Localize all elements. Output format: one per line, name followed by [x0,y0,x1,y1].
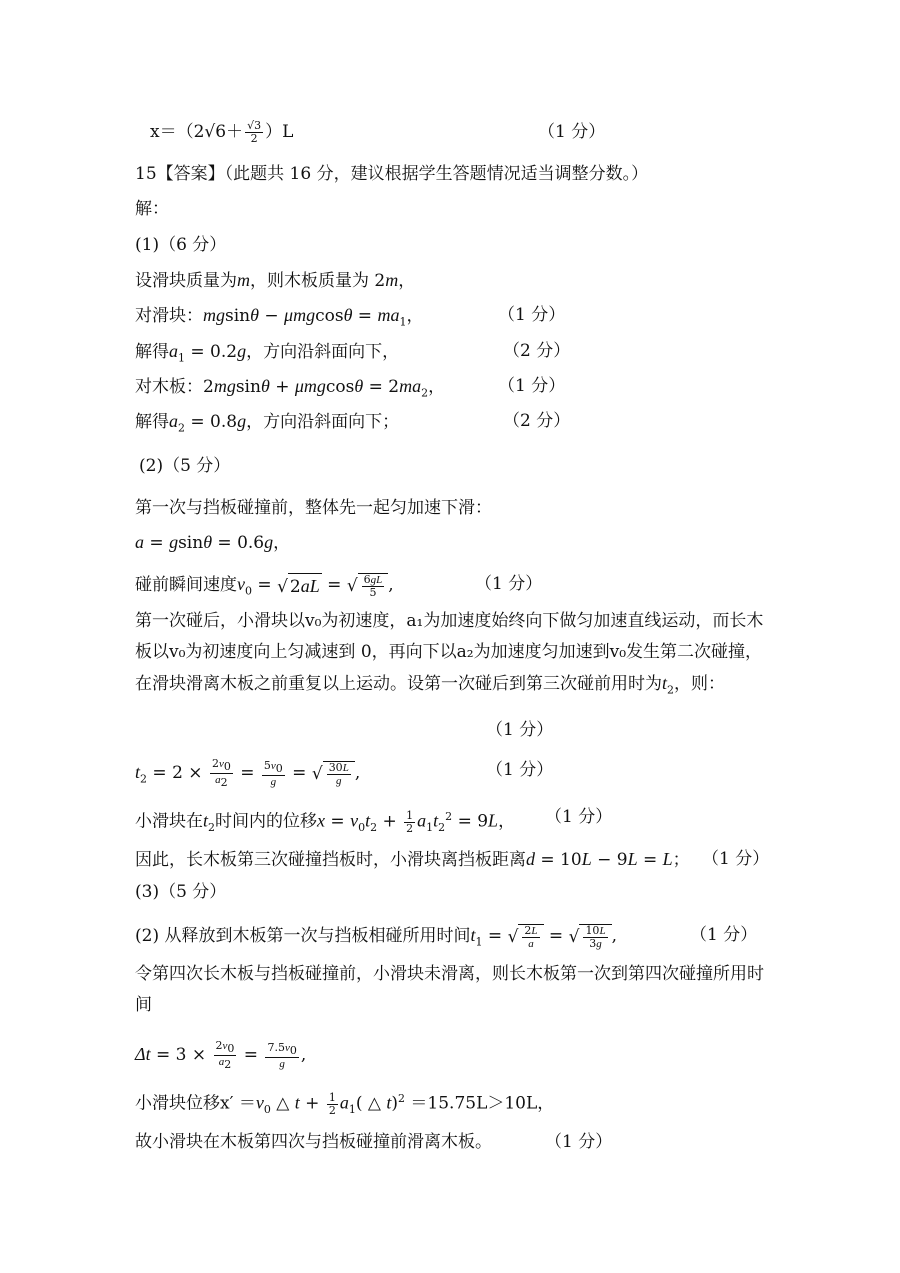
answer-header-15: 15【答案】（此题共 16 分，建议根据学生答题情况适当调整分数。） [135,164,649,184]
x-result-line [150,120,293,145]
delta-t-line: Δt = 3 × $\frac{2v_0}{a_2}$ = $\frac{7.5v_0}{g}$ , [135,1039,307,1072]
t2-equation-line: $t_2 = 2$ × $\frac{2v_0}{a_2}$ = $\frac{5v_0}{g}$ = √ $\frac{30L}{g}$ , [135,757,361,790]
displacement-label-2: 时间内的位移 [215,811,318,832]
distance-conclusion-line: 因此，长木板第三次碰撞挡板时，小滑块离挡板距离d = 10L − 9L = L； [135,849,690,870]
velocity-label: 碰前瞬间速度 [135,575,237,595]
acceleration-line: a = gsinθ = 0.6g， [135,532,291,553]
part-2-heading: (2)（5 分） [139,456,231,476]
a2-result-label: 解得 [135,412,169,432]
part-1-heading: (1)（6 分） [135,235,227,255]
score-a2: （1 分） [498,305,566,325]
x-result-tail: ）L [265,122,294,142]
conclusion-line: 故小滑块在木板第四次与挡板碰撞前滑离木板。 [135,1132,492,1152]
mass-assumption-text-2: ，则木板质量为 2 [250,271,386,291]
slider-displacement-result: ＝15.75L＞10L， [410,1093,555,1114]
a2-result-direction: ，方向沿斜面向下； [246,412,400,432]
first-collision-time-text: (2) 从释放到木板第一次与挡板相碰所用时间 [135,926,471,946]
score-c1: （1 分） [690,925,758,945]
x-result-text: x＝（2√6＋ [150,122,244,142]
score-a4: （1 分） [498,376,566,396]
score-b5: （1 分） [486,760,554,780]
slider-equation-line: 对滑块：$mgsin\theta - \mu mgcos\theta = ma_1$， [135,305,424,329]
displacement-label: 小滑块在 [135,811,203,832]
part-3-heading: (3)（5 分） [135,882,227,902]
board-equation-line: 对木板：$2mgsin\theta + \mu mgcos\theta = 2ma_2$， [135,376,446,400]
fraction-sqrt3-over-2: $\frac{√3}{2}$ [247,119,262,145]
a1-result-line: 解得$a_1 = 0.2g$，方向沿斜面向下， [135,341,400,365]
before-collision-line: 第一次与挡板碰撞前，整体先一起匀加速下滑： [135,498,492,518]
mass-assumption-tail: ， [398,271,416,291]
first-collision-time-line: (2) 从释放到木板第一次与挡板相碰所用时间$t_1$ = √ $\frac{2L}{a}$ = √ $\frac{10L}{3g}$ , [135,923,617,950]
score-l0: （1 分） [538,122,606,142]
solution-label: 解： [135,199,169,219]
score-b7: （1 分） [702,849,770,869]
score-b6: （1 分） [545,807,613,827]
score-b4: （1 分） [486,720,554,740]
score-c5: （1 分） [545,1132,613,1152]
score-a3: （2 分） [503,341,571,361]
slider-equation-label: 对滑块： [135,306,203,326]
a2-result-line: 解得$a_2 = 0.8g$，方向沿斜面向下； [135,411,400,435]
slider-displacement-label: 小滑块位移x′ ＝ [135,1093,256,1114]
fourth-collision-paragraph: 令第四次长木板与挡板碰撞前，小滑块未滑离，则长木板第一次到第四次碰撞所用时间 [135,964,764,1015]
distance-conclusion-text: 因此，长木板第三次碰撞挡板时，小滑块离挡板距离 [135,850,526,870]
score-b3: （1 分） [475,574,543,594]
score-a5: （2 分） [503,411,571,431]
mass-assumption-line: 设滑块质量为m，则木板质量为 2m， [135,270,416,291]
a1-result-direction: ，方向沿斜面向下， [246,342,400,362]
a1-result-label: 解得 [135,342,169,362]
motion-description-tail: ，则： [674,674,726,694]
motion-description-paragraph: 第一次碰后，小滑块以v₀为初速度，a₁为加速度始终向下做匀加速直线运动，而长木板以v₀为初速度向上匀减速到 0，再向下以a₂为加速度匀加速到v₀发生第二次碰撞，在滑块滑离木板之前重复以上运动。设第一次碰后到第三次碰前用时为$t_2$，则： [135,611,764,697]
slider-displacement-line: 小滑块位移$x' =v_0$ △ t + $\frac{1}{2}$ $a_1$( △ t)$^2$ ＝15.75L＞10L， [135,1090,555,1117]
motion-description-text: 第一次碰后，小滑块以v₀为初速度，a₁为加速度始终向下做匀加速直线运动，而长木板以v₀为初速度向上匀减速到 0，再向下以a₂为加速度匀加速到v₀发生第二次碰撞，在滑块滑离木板之前重复以上运动。设第一次碰后到第三次碰前用时为 [135,611,764,694]
velocity-before-collision-line: 碰前瞬间速度$v_0$ = √ 2aL = √ $\frac{6gL}{5}$ , [135,572,394,599]
board-equation-label: 对木板： [135,377,203,397]
displacement-line: 小滑块在$t_2$时间内的位移$x = v_0t_2$ + $\frac{1}{2}$ $a_1t_2^2 = 9L$， [135,808,516,835]
mass-assumption-text: 设滑块质量为 [135,271,237,291]
